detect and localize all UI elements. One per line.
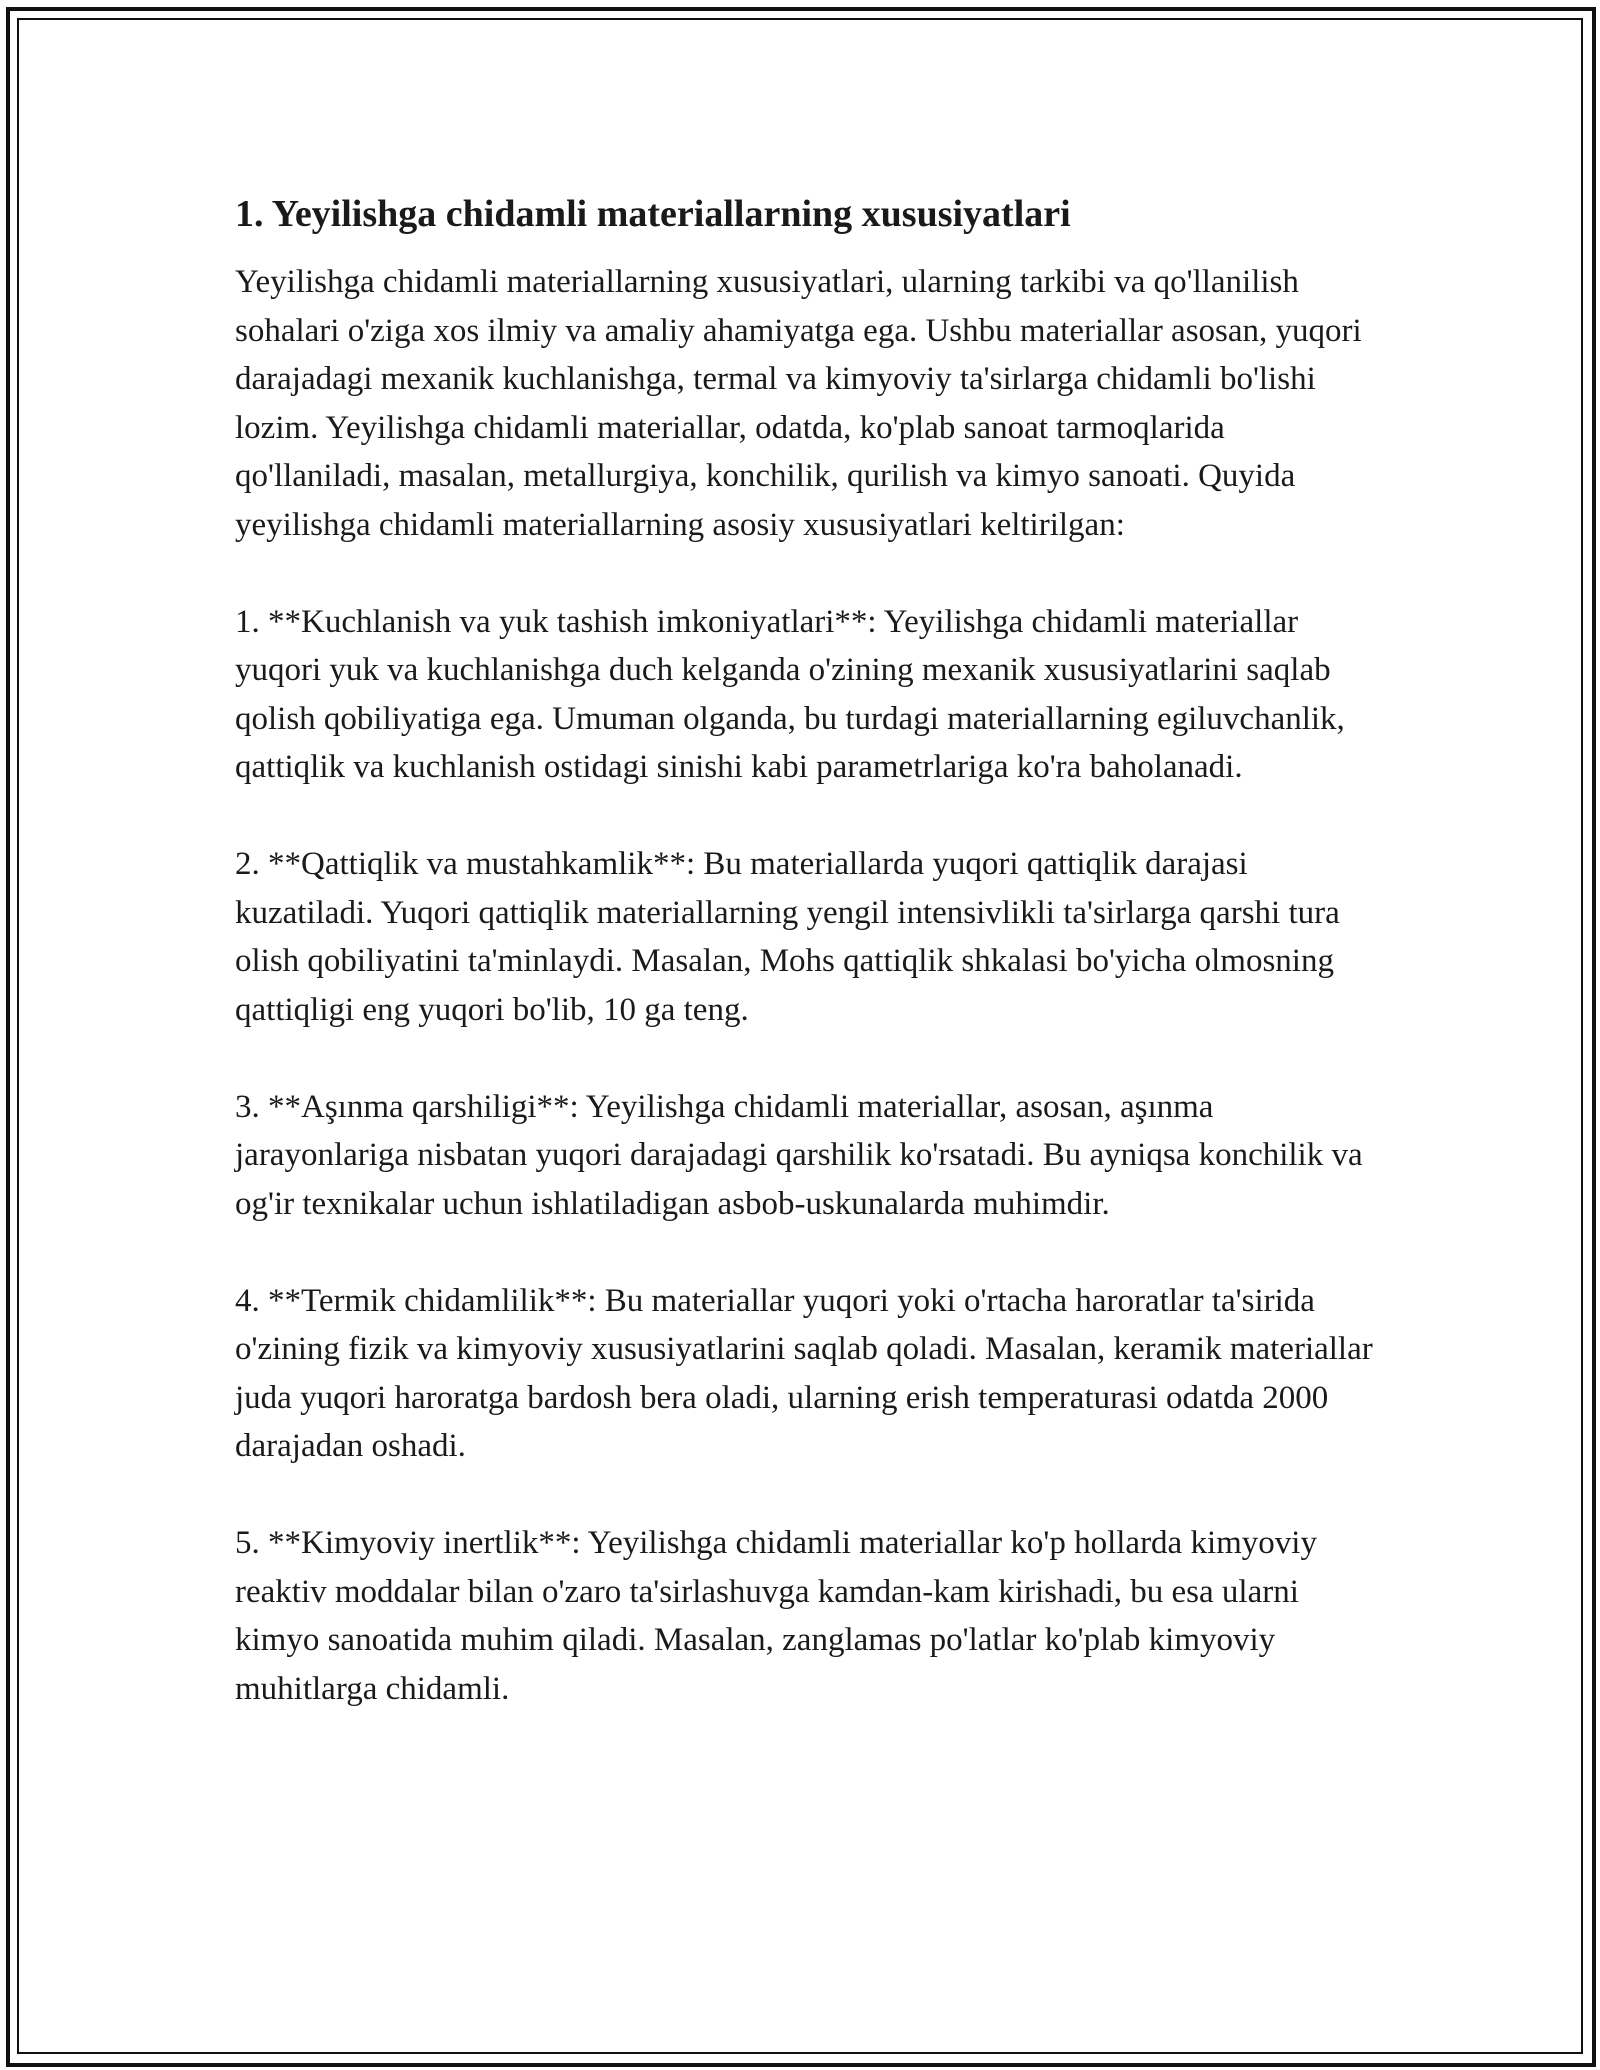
list-item-3: 3. **Aşınma qarshiligi**: Yeyilishga chidamli materiallar, asosan, aşınma jarayonlariga nisbatan yuqori darajadagi qarshilik ko'rsatadi. Bu ayniqsa konchilik va og'ir texnikalar uchun ishlatiladigan asbob-uskunalarda muhimdir. [235,1088,1363,1222]
section-heading: 1. Yeyilishga chidamli materiallarning xususiyatlari [235,193,1071,235]
document-body [235,188,1380,1713]
list-item-1: 1. **Kuchlanish va yuk tashish imkoniyatlari**: Yeyilishga chidamli materiallar yuqori yuk va kuchlanishga duch kelganda o'zining mexanik xususiyatlarini saqlab qolish qobiliyatiga ega. Umuman olganda, bu turdagi materiallarning egiluvchanlik, qattiqlik va kuchlanish ostidagi sinishi kabi parametrlariga ko'ra baholanadi. [235,603,1345,785]
list-item-2: 2. **Qattiqlik va mustahkamlik**: Bu materiallarda yuqori qattiqlik darajasi kuzatiladi. Yuqori qattiqlik materiallarning yengil intensivlikli ta'sirlarga qarshi tura olish qobiliyatini ta'minlaydi. Masalan, Mohs qattiqlik shkalasi bo'yicha olmosning qattiqligi eng yuqori bo'lib, 10 ga teng. [235,846,1340,1028]
list-item-5: 5. **Kimyoviy inertlik**: Yeyilishga chidamli materiallar ko'p hollarda kimyoviy reaktiv moddalar bilan o'zaro ta'sirlashuvga kamdan-kam kirishadi, bu esa ularni kimyo sanoatida muhim qiladi. Masalan, zanglamas po'latlar ko'plab kimyoviy muhitlarga chidamli. [235,1525,1317,1707]
intro-paragraph: Yeyilishga chidamli materiallarning xususiyatlari, ularning tarkibi va qo'llanilish sohalari o'ziga xos ilmiy va amaliy ahamiyatga ega. Ushbu materiallar asosan, yuqori darajadagi mexanik kuchlanishga, termal va kimyoviy ta'sirlarga chidamli bo'lishi lozim. Yeyilishga chidamli materiallar, odatda, ko'plab sanoat tarmoqlarida qo'llaniladi, masalan, metallurgiya, konchilik, qurilish va kimyo sanoati. Quyida yeyilishga chidamli materiallarning asosiy xususiyatlari keltirilgan: [235,264,1362,543]
list-item-4: 4. **Termik chidamlilik**: Bu materiallar yuqori yoki o'rtacha haroratlar ta'sirida o'zining fizik va kimyoviy xususiyatlarini saqlab qoladi. Masalan, keramik materiallar juda yuqori haroratga bardosh bera oladi, ularning erish temperaturasi odatda 2000 darajadan oshadi. [235,1282,1373,1464]
